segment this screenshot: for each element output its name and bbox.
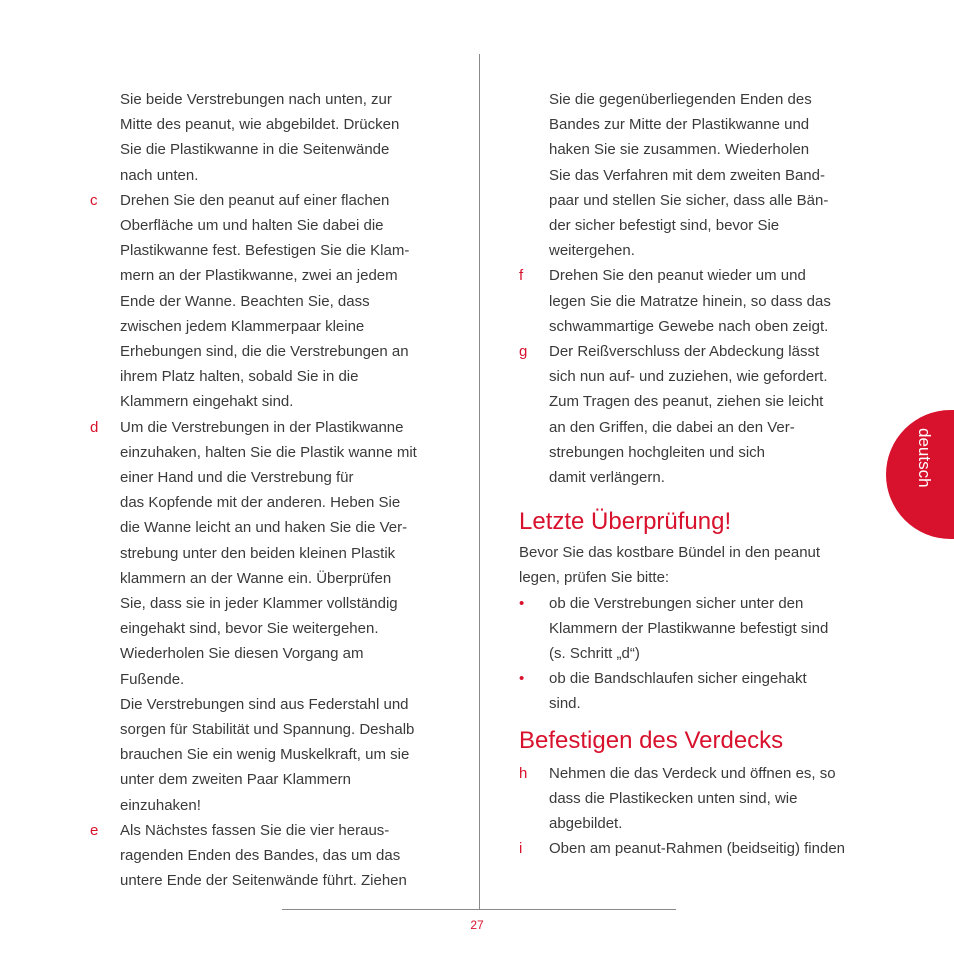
intro-line: legen, prüfen Sie bitte: <box>519 569 670 587</box>
line-text: Oberfläche um und halten Sie dabei die <box>120 217 384 235</box>
line-text: Der Reißverschluss der Abdeckung lässt <box>549 343 820 361</box>
checklist <box>519 591 869 717</box>
text-line <box>90 112 440 137</box>
text-line <box>90 490 440 515</box>
text-line <box>519 641 869 666</box>
text-line <box>519 616 869 641</box>
line-text: ihrem Platz halten, sobald Sie in die <box>120 368 359 386</box>
line-text: Oben am peanut-Rahmen (beidseitig) finden <box>549 840 846 858</box>
text-line <box>90 440 440 465</box>
line-text: zwischen jedem Klammerpaar kleine <box>120 317 365 335</box>
line-text: sind. <box>549 695 581 713</box>
line-text: sich nun auf- und zuziehen, wie gefordert. <box>549 368 828 386</box>
right-column <box>519 87 869 861</box>
line-text: einzuhaken, halten Sie die Plastik wanne mit <box>120 443 417 461</box>
line-text: Drehen Sie den peanut auf einer flachen <box>120 191 390 209</box>
line-text: sorgen für Stabilität und Spannung. Deshalb <box>120 721 415 739</box>
text-line <box>90 314 440 339</box>
line-text: abgebildet. <box>549 815 623 833</box>
line-text: Bandes zur Mitte der Plastikwanne und <box>549 116 810 134</box>
step-line-marked <box>90 818 440 843</box>
text-line <box>519 87 869 112</box>
line-text: Sie die Plastikwanne in die Seitenwände <box>120 141 390 159</box>
step-line-marked <box>519 339 869 364</box>
steps-continued <box>519 87 869 490</box>
intro-line: Bevor Sie das kostbare Bündel in den peanut <box>519 544 821 562</box>
line-text: Nehmen die das Verdeck und öffnen es, so <box>549 764 836 782</box>
line-text: die Wanne leicht an und haken Sie die Ver- <box>120 519 408 537</box>
step-line-marked <box>519 263 869 288</box>
text-line <box>90 843 440 868</box>
line-text: eingehakt sind, bevor Sie weitergehen. <box>120 620 379 638</box>
step-line-marked <box>90 188 440 213</box>
line-text: das Kopfende mit der anderen. Heben Sie <box>120 494 401 512</box>
text-line <box>90 137 440 162</box>
step-line-marked <box>519 836 869 861</box>
text-line <box>90 87 440 112</box>
line-text: Mitte des peanut, wie abgebildet. Drücken <box>120 116 400 134</box>
text-line <box>519 314 869 339</box>
line-text: Zum Tragen des peanut, ziehen sie leicht <box>549 393 824 411</box>
page-number: 27 <box>470 918 484 932</box>
line-text: einzuhaken! <box>120 796 201 814</box>
line-text: schwammartige Gewebe nach oben zeigt. <box>549 317 829 335</box>
step-line-marked <box>519 761 869 786</box>
line-text: paar und stellen Sie sicher, dass alle Bän- <box>549 191 829 209</box>
text-line <box>90 591 440 616</box>
line-text: strebungen hochgleiten und sich <box>549 443 765 461</box>
text-line <box>519 112 869 137</box>
line-text: Fußende. <box>120 670 185 688</box>
text-line <box>519 811 869 836</box>
text-line <box>519 137 869 162</box>
step-marker: g <box>519 343 528 361</box>
text-line <box>90 742 440 767</box>
text-line <box>90 289 440 314</box>
line-text: unter dem zweiten Paar Klammern <box>120 771 351 789</box>
text-line <box>90 213 440 238</box>
step-marker: c <box>90 191 98 209</box>
line-text: klammern an der Wanne ein. Überprüfen <box>120 569 392 587</box>
line-text: einer Hand und die Verstrebung für <box>120 469 354 487</box>
line-text: strebung unter den beiden kleinen Plastik <box>120 544 396 562</box>
line-text: weitergehen. <box>549 242 635 260</box>
text-line <box>90 793 440 818</box>
line-text: legen Sie die Matratze hinein, so dass das <box>549 292 831 310</box>
line-text: Drehen Sie den peanut wieder um und <box>549 267 806 285</box>
step-line-marked <box>519 666 869 691</box>
line-text: Sie das Verfahren mit dem zweiten Band- <box>549 166 825 184</box>
text-line <box>519 786 869 811</box>
line-text: Um die Verstrebungen in der Plastikwanne <box>120 418 404 436</box>
line-text: dass die Plastikecken unten sind, wie <box>549 789 798 807</box>
line-text: der sicher befestigt sind, bevor Sie <box>549 217 780 235</box>
line-text: ragenden Enden des Bandes, das um das <box>120 847 401 865</box>
text-line <box>519 213 869 238</box>
final-check-intro <box>519 540 869 590</box>
step-line-marked <box>519 591 869 616</box>
step-marker: f <box>519 267 524 285</box>
column-divider <box>479 54 480 910</box>
text-line <box>519 465 869 490</box>
line-text: Klammern eingehakt sind. <box>120 393 294 411</box>
text-line <box>90 515 440 540</box>
text-line <box>90 717 440 742</box>
text-line <box>90 616 440 641</box>
text-line <box>90 238 440 263</box>
text-line <box>90 263 440 288</box>
line-text: Klammern der Plastikwanne befestigt sind <box>549 619 829 637</box>
line-text: (s. Schritt „d“) <box>549 645 640 663</box>
text-line <box>519 415 869 440</box>
text-line <box>90 566 440 591</box>
line-text: ob die Verstrebungen sicher unter den <box>549 594 804 612</box>
language-label: deutsch <box>915 428 934 488</box>
text-line <box>90 339 440 364</box>
text-line <box>519 440 869 465</box>
line-text: Sie, dass sie in jeder Klammer vollständig <box>120 595 398 613</box>
text-line <box>90 364 440 389</box>
line-text: Sie die gegenüberliegenden Enden des <box>549 91 812 108</box>
step-marker: e <box>90 821 99 839</box>
canopy-steps <box>519 761 869 862</box>
bullet-marker: • <box>519 594 525 612</box>
line-text: brauchen Sie ein wenig Muskelkraft, um sie <box>120 746 410 764</box>
line-text: untere Ende der Seitenwände führt. Ziehen <box>120 872 407 890</box>
step-line-marked <box>90 415 440 440</box>
line-text: Sie beide Verstrebungen nach unten, zur <box>120 91 392 108</box>
text-line <box>90 541 440 566</box>
line-text: damit verlängern. <box>549 469 665 487</box>
text-line <box>519 188 869 213</box>
text-line <box>519 163 869 188</box>
line-text: Wiederholen Sie diesen Vorgang am <box>120 645 364 663</box>
line-text: Als Nächstes fassen Sie die vier heraus- <box>120 821 390 839</box>
line-text: nach unten. <box>120 166 199 184</box>
text-line <box>90 465 440 490</box>
footer-rule <box>282 909 676 910</box>
step-marker: i <box>519 840 523 858</box>
section-heading-canopy: Befestigen des Verdecks <box>519 726 784 754</box>
section-heading-final-check: Letzte Überprüfung! <box>519 508 732 536</box>
text-line <box>519 238 869 263</box>
text-line <box>519 364 869 389</box>
text-line <box>519 691 869 716</box>
step-marker: d <box>90 418 99 436</box>
line-text: Erhebungen sind, die die Verstrebungen an <box>120 343 409 361</box>
language-tab <box>886 410 954 539</box>
line-text: Die Verstrebungen sind aus Federstahl und <box>120 695 409 713</box>
line-text: haken Sie sie zusammen. Wiederholen <box>549 141 810 159</box>
line-text: Plastikwanne fest. Befestigen Sie die Klam- <box>120 242 410 260</box>
text-line <box>90 163 440 188</box>
line-text: ob die Bandschlaufen sicher eingehakt <box>549 670 807 688</box>
text-line <box>90 667 440 692</box>
bullet-marker: • <box>519 670 525 688</box>
left-column <box>90 87 440 894</box>
text-line <box>519 389 869 414</box>
text-line <box>519 289 869 314</box>
line-text: an den Griffen, die dabei an den Ver- <box>549 418 795 436</box>
text-line <box>90 389 440 414</box>
text-line <box>90 641 440 666</box>
step-marker: h <box>519 764 528 782</box>
text-line <box>90 692 440 717</box>
text-line <box>90 767 440 792</box>
text-line <box>90 868 440 893</box>
line-text: mern an der Plastikwanne, zwei an jedem <box>120 267 398 285</box>
line-text: Ende der Wanne. Beachten Sie, dass <box>120 292 370 310</box>
